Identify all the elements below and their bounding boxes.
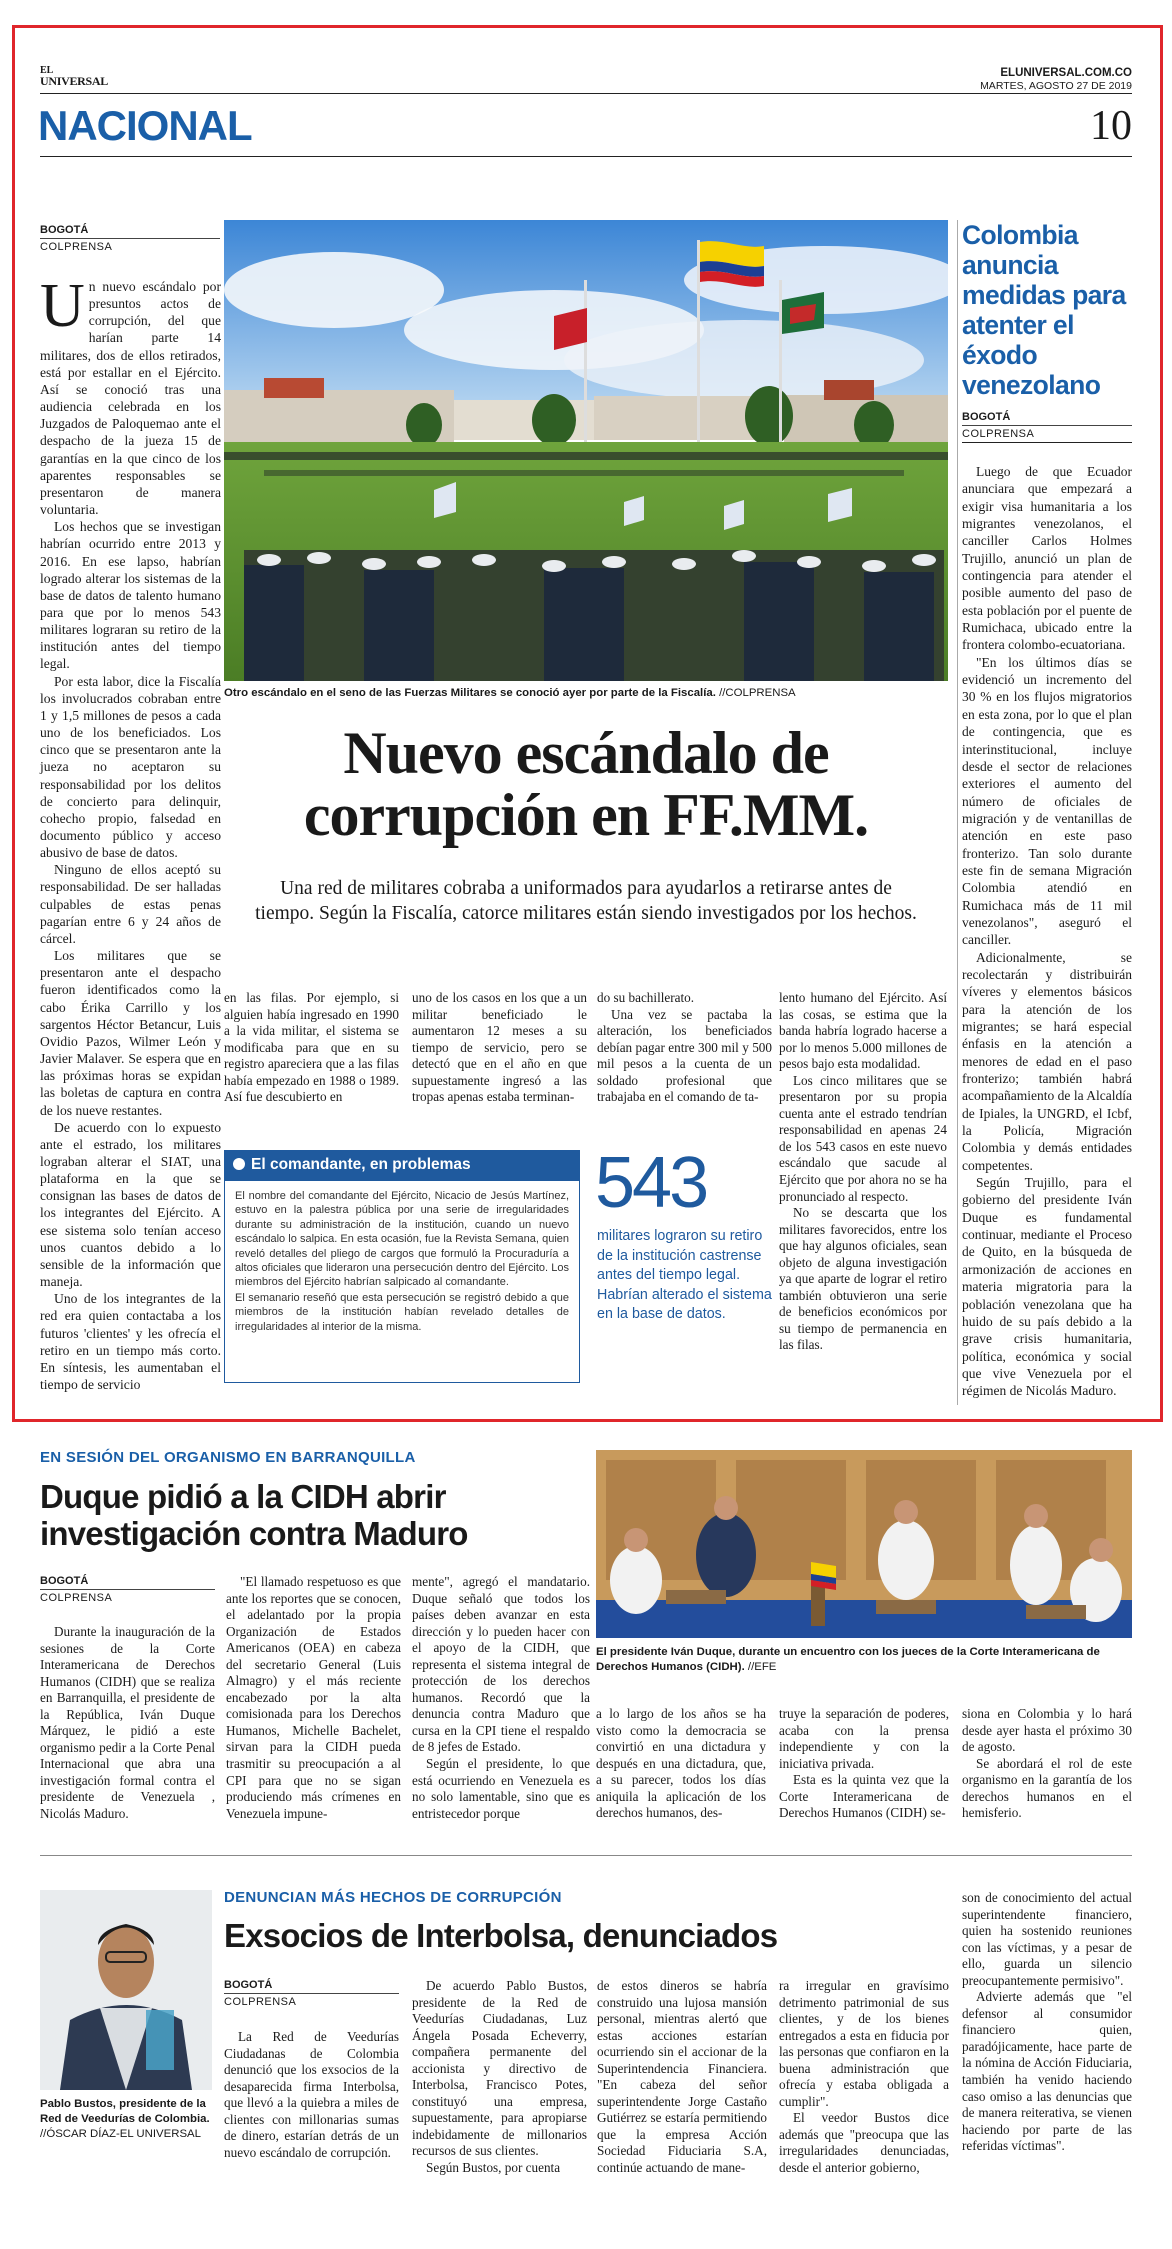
interbolsa-col-5 (962, 1890, 1132, 2155)
side-rule (962, 442, 1132, 443)
main-photo (224, 220, 948, 681)
dropcap: U (40, 272, 85, 340)
paragraph: Ninguno de ellos aceptó su responsabilidad. De ser halladas culpables de estas penas pagarían entre 6 y 24 años de cárcel. (40, 862, 221, 946)
main-headline (224, 722, 948, 846)
bustos-photo (40, 1890, 212, 2090)
main-col-1 (40, 272, 221, 1393)
section-title: NACIONAL (38, 102, 252, 149)
interbolsa-byline (224, 1978, 399, 2009)
byline-city: BOGOTÁ (224, 1979, 273, 1991)
main-col-4 (597, 990, 772, 1106)
caption-text: Otro escándalo en el seno de las Fuerzas Militares se conoció ayer por parte de la Fiscalía. (224, 687, 716, 699)
paragraph: truye la separación de poderes, acaba con la prensa independiente y con la iniciativa privada. (779, 1706, 949, 1771)
paragraph: Se abordará el rol de este organismo en la garantía de los derechos humanos en el hemisferio. (962, 1755, 1132, 1821)
paragraph: "El llamado respetuoso es que ante los reportes que se conocen, el adelantado por la propia Organización de Estados Americanos (OEA) en cabeza del secretario General (Luis Almagro) y el más reciente encabezado por la alta comisionada para los Derechos Humanos, Michelle Bachelet, sirvan para la CIDH pueda trasmitir su preocupación a al CPI para que no se sigan produciendo más crímenes en Venezuela impune- (226, 1574, 401, 1821)
paragraph: Según Bustos, por cuenta (426, 2160, 561, 2176)
caption-credit: //ÓSCAR DÍAZ-EL UNIVERSAL (40, 2128, 201, 2140)
byline-agency: COLPRENSA (962, 425, 1132, 441)
paragraph: Esta es la quinta vez que la Corte Interamericana de Derechos Humanos (CIDH) se- (779, 1772, 949, 1821)
interbolsa-headline: Exsocios de Interbolsa, denunciados (224, 1917, 778, 1954)
paragraph: ra irregular en gravísimo detrimento patrimonial de sus clientes, y de los bienes entregados a esta en fiducia por las personas que confiaron en la buena administración que ofrecía y estaba obligada a cumplir". (779, 1978, 949, 2109)
deck-line-1: Una red de militares cobraba a uniformados para ayudarlos a retirarse antes de (280, 878, 892, 899)
paragraph: son de conocimiento del actual superintendente financiero, quien ha sostenido reuniones con las víctimas, y a pesar de ello, guarda un silencio preocupantemente permisivo". (962, 1890, 1132, 1988)
commander-box-title-bar (225, 1151, 579, 1181)
meeting-photo-illustration (596, 1450, 1132, 1638)
commander-box-title: El comandante, en problemas (251, 1156, 471, 1173)
side-headline: Colombia anuncia medidas para atenter el éxodo venezolano (962, 220, 1126, 400)
bustos-photo-caption (40, 2097, 220, 2142)
stat-text: militares lograron su retiro de la institución castrense antes del tiempo legal. Habrían alterado el sistema en la base de datos. (597, 1228, 772, 1323)
interbolsa-col-2 (412, 1978, 587, 2177)
paragraph: Los militares que se presentaron ante el despacho fueron identificados como la cabo Érika Carrillo y los sargentos Héctor Betancur, Luis Ovidio Pazos, Wilmer León y Javier Malaver. Se espera que en las próximas horas se expidan las boletas de captura en contra de los nueve restantes. (40, 948, 221, 1118)
paragraph: Adicionalmente, se recolectarán y distribuirán víveres y elementos básicos para la atención de los migrantes; se hará especial énfasis en la atención a menores de edad en el paso fronterizo; también habrá acompañamiento de la Alcaldía de Ipiales, la UNGRD, el Icbf, la Policía, Migración Colombia y demás entidades competentes. (962, 949, 1132, 1173)
commander-box (224, 1150, 580, 1383)
byline-agency: COLPRENSA (40, 1589, 215, 1605)
side-byline (962, 410, 1132, 441)
cidh-col-6 (962, 1706, 1132, 1822)
deck-line-2: tiempo. Según la Fiscalía, catorce militares están siendo investigados por los hechos. (255, 903, 917, 924)
paragraph: Advierte además que "el defensor al consumidor financiero quien, paradójicamente, hace parte de la nómina de Acción Fiduciaria, también ha venido haciendo caso omiso a las denuncias que de manera reiterativa, se vienen haciendo por parte de las referidas víctimas". (962, 1989, 1132, 2154)
headline-line-2: corrupción en FF.MM. (303, 782, 869, 848)
main-col-3: uno de los casos en los que a un militar beneficiado le aumentaron 12 meses a su tiempo de servicio, pero se detectó que en el año en que supuestamente ingresó a las tropas apenas estaba terminan- (412, 990, 587, 1105)
byline-city: BOGOTÁ (40, 224, 89, 236)
masthead-logo (40, 66, 108, 86)
cidh-col-1 (40, 1624, 215, 1823)
paragraph: Según el presidente, lo que está ocurriendo en Venezuela es no solo lamentable, sino que es entristecedor porque (412, 1756, 590, 1821)
byline-city: BOGOTÁ (40, 1575, 89, 1587)
page-number: 10 (1090, 103, 1132, 149)
main-byline (40, 223, 220, 254)
main-col-5 (779, 990, 947, 1354)
headline-line-1: Duque pidió a la CIDH abrir (40, 1478, 446, 1515)
paragraph: Por esta labor, dice la Fiscalía los involucrados cobraban entre 1 y 1,5 millones de pesos a cada uno de los beneficiados. Los cinco que se presentaron ante la jueza no aceptaron su responsabilidad por los delitos de concierto para delinquir, cohecho propio, falsedad en documento público y acceso abusivo de base de datos. (40, 673, 221, 861)
masthead-date: MARTES, AGOSTO 27 DE 2019 (980, 80, 1132, 92)
paragraph: mente", agregó el mandatario. Duque señaló que todos los países deben avanzar en esta dirección y lo pueden hacer con el apoyo de la CIDH, que representa el sistema integral de protección de los derechos humanos. Recordó que la denuncia contra Maduro que cursa en la CPI tiene el respaldo de 8 jefes de Estado. (412, 1574, 590, 1755)
caption-text: Pablo Bustos, presidente de la Red de Veedurías de Colombia. (40, 2098, 210, 2125)
cidh-col-2 (226, 1574, 401, 1822)
parade-photo-illustration (224, 220, 948, 681)
paragraph: De acuerdo con lo expuesto ante el estrado, los militares lograban alterar el SIAT, una plataforma en la que se consignan las bases de datos de los integrantes del Ejército. A ese sistema solo tenían acceso unos cuantos debido a lo sensible de la información que maneja. (40, 1119, 221, 1290)
paragraph: La Red de Veedurías Ciudadanas de Colombia denunció que los exsocios de la desaparecida firma Interbolsa, que llevó a la quiebra a miles de clientes con millonarias sumas de dinero, estarían detrás de un nuevo escándalo de corrupción. (224, 2029, 399, 2160)
paragraph: siona en Colombia y lo hará desde ayer hasta el próximo 30 de agosto. (962, 1706, 1132, 1755)
byline-agency: COLPRENSA (40, 238, 220, 254)
paragraph: a lo largo de los años se ha visto como la democracia se convirtió en una dictadura y después en una dictadura, que, a su parecer, todos los días aniquila la aplicación de los derechos humanos, des- (596, 1706, 766, 1821)
bullet-icon (233, 1158, 245, 1170)
paragraph: El semanario reseñó que esta persecución se registró debido a que miembros de la institución habían revelado detalles de irregularidades al interior de la misma. (235, 1291, 569, 1333)
headline-line-1: Nuevo escándalo de (343, 720, 829, 786)
caption-credit: //COLPRENSA (719, 687, 796, 699)
paragraph: De acuerdo Pablo Bustos, presidente de la Red de Veedurías Ciudadanas, Luz Ángela Posada Echeverry, compañera permanente del accionista y directivo de Interbolsa, Francisco Potes, constituyó una empresa, supuestamente, para apropiarse indebidamente de millonarios recursos de sus clientes. (412, 1978, 587, 2159)
commander-box-body (225, 1181, 579, 1342)
cidh-col-3 (412, 1574, 590, 1822)
caption-text: El presidente Iván Duque, durante un encuentro con los jueces de la Corte Interamericana de Derechos Humanos (CIDH). (596, 1646, 1100, 1673)
paragraph: Los hechos que se investigan habrían ocurrido entre 2013 y 2016. En ese lapso, habrían logrado alterar los sistemas de la base de datos de talento humano para que por lo menos 543 militares lograran su retiro de la institución antes del tiempo legal. (40, 519, 221, 672)
cidh-photo (596, 1450, 1132, 1638)
paragraph: Una vez se pactaba la alteración, los beneficiados debían pagar entre 300 mil y 500 mil pesos a la cuenta de un soldado profesional que trabajaba en el comando de ta- (597, 1006, 772, 1105)
interbolsa-kicker: DENUNCIAN MÁS HECHOS DE CORRUPCIÓN (224, 1889, 562, 1906)
side-body (962, 463, 1132, 1400)
paragraph: El veedor Bustos dice además que "preocupa que las irregularidades denunciadas, desde el anterior gobierno, (779, 2110, 949, 2176)
paragraph: lento humano del Ejército. Así las cosas, se estima que la banda habría logrado hacerse a por lo menos 5.000 millones de pesos bajo esta modalidad. (779, 990, 947, 1072)
main-photo-caption (224, 686, 948, 701)
cidh-photo-caption (596, 1645, 1132, 1675)
cidh-kicker: EN SESIÓN DEL ORGANISMO EN BARRANQUILLA (40, 1449, 416, 1466)
main-col-2: en las filas. Por ejemplo, si alguien había ingresado en 1990 a la vida militar, el sistema se modificaba para que en su registro apareciera que a las filas había empezado en 1988 o 1989. Así fue descubierto en (224, 990, 399, 1105)
cidh-byline (40, 1574, 215, 1605)
main-deck (224, 876, 948, 926)
paragraph: Según Trujillo, para el gobierno del presidente Iván Duque es fundamental continuar, mediante el Proceso de Quito, en la búsqueda de armonización de acciones en materia migratoria para la población venezolana que ha huido de su país debido a la grave crisis humanitaria, política, económica y social que vive Venezuela por el régimen de Nicolás Maduro. (962, 1175, 1132, 1399)
paragraph: n nuevo escándalo por presuntos actos de corrupción, del que harían parte 14 militares, dos de ellos retirados, está por estallar en el Ejército. Así se conoció tras una audiencia celebrada en los Juzgados de Paloquemao ante el despacho de la jueza 15 de garantías en la que cinco de los aparentes responsables se presentaron de manera voluntaria. (40, 279, 221, 518)
cidh-col-5 (779, 1706, 949, 1822)
paragraph: No se descarta que los militares favorecidos, entre los que hay algunos oficiales, sean objeto de alguna investigación ya que aparte de lograr el retiro también obtuvieron una serie de beneficios económicos por su tiempo de permanencia en las filas. (779, 1205, 947, 1353)
headline-line-2: investigación contra Maduro (40, 1515, 468, 1552)
byline-city: BOGOTÁ (962, 411, 1011, 423)
cidh-col-4 (596, 1706, 766, 1822)
interbolsa-col-4 (779, 1978, 949, 2177)
paragraph: El nombre del comandante del Ejército, Nicacio de Jesús Martínez, estuvo en la palestra pública por una serie de irregularidades durante su administración de la institución, cuando un nuevo escándalo lo salpica. En esta ocasión, fue la Revista Semana, quien reveló detalles del pliego de cargos que formuló la Procuraduría a altos oficiales que lideraron una persecución dentro del Ejército. Los miembros del Ejército habrían salpicado al comandante. (235, 1190, 569, 1289)
portrait-photo-illustration (40, 1890, 212, 2090)
story-divider (40, 1855, 1132, 1856)
interbolsa-col-1 (224, 2029, 399, 2161)
side-divider (957, 220, 958, 1405)
section-rule (40, 156, 1132, 157)
paragraph: Durante la inauguración de la sesiones de la Corte Interamericana de Derechos Humanos (CIDH) que se realiza en Barranquilla, el presidente de la República, Iván Duque Márquez, le pidió a este organismo pedir a la Corte Penal Internacional que abra una investigación formal contra el presidente de Venezuela , Nicolás Maduro. (40, 1624, 215, 1822)
logo-bottom: UNIVERSAL (40, 74, 108, 88)
paragraph: "En los últimos días se evidenció un incremento del 30 % en los flujos migratorios en esta zona, por lo que el plan de contingencia, que es interinstitucional, incluye desde el sector de relaciones exteriores el aumento del número de oficiales de migración y de ventanillas de atención en este paso fronterizo. Tan solo durante este fin de semana Migración Colombia atendió en Rumichaca más de 11 mil venezolanos", aseguró el canciller. (962, 654, 1132, 948)
paragraph: Uno de los integrantes de la red era quien contactaba a los futuros 'clientes' y les ofrecía el retiro en un tiempo más corto. En síntesis, les aumentaban el tiempo de servicio (40, 1291, 221, 1392)
caption-credit: //EFE (747, 1661, 777, 1673)
paragraph: Luego de que Ecuador anunciara que empezará a exigir visa humanitaria a los migrantes venezolanos, el canciller Carlos Holmes Trujillo, anunció un plan de contingencia para atender el posible aumento del paso de esta población por el puente de Rumichaca, ubicado entre la frontera colombo-ecuatoriana. (962, 464, 1132, 653)
cidh-headline (40, 1478, 600, 1552)
paragraph: de estos dineros se habría construido una lujosa mansión personal, mientras alertó que estas acciones estarían ocurriendo sin el accionar de la Superintendencia Financiera. "En cabeza del señor superintendente Jorge Castaño Gutiérrez se estaría permitiendo que la empresa Acción Sociedad Fiduciaria S.A, continúe actuando de mane- (597, 1978, 767, 2176)
paragraph: Los cinco militares que se presentaron por su propia cuenta ante el estrado tendrían responsabilidad en apenas 24 de los 543 casos en este nuevo escándalo que sacude al Ejército que por ahora no se ha pronunciado al respecto. (779, 1072, 947, 1204)
masthead-site: ELUNIVERSAL.COM.CO (1000, 67, 1132, 79)
paragraph: do su bachillerato. (597, 990, 695, 1005)
byline-agency: COLPRENSA (224, 1993, 399, 2009)
logo-top: EL (40, 65, 54, 76)
masthead-rule (40, 93, 1132, 94)
interbolsa-col-3 (597, 1978, 767, 2177)
stat-number: 543 (595, 1143, 707, 1223)
